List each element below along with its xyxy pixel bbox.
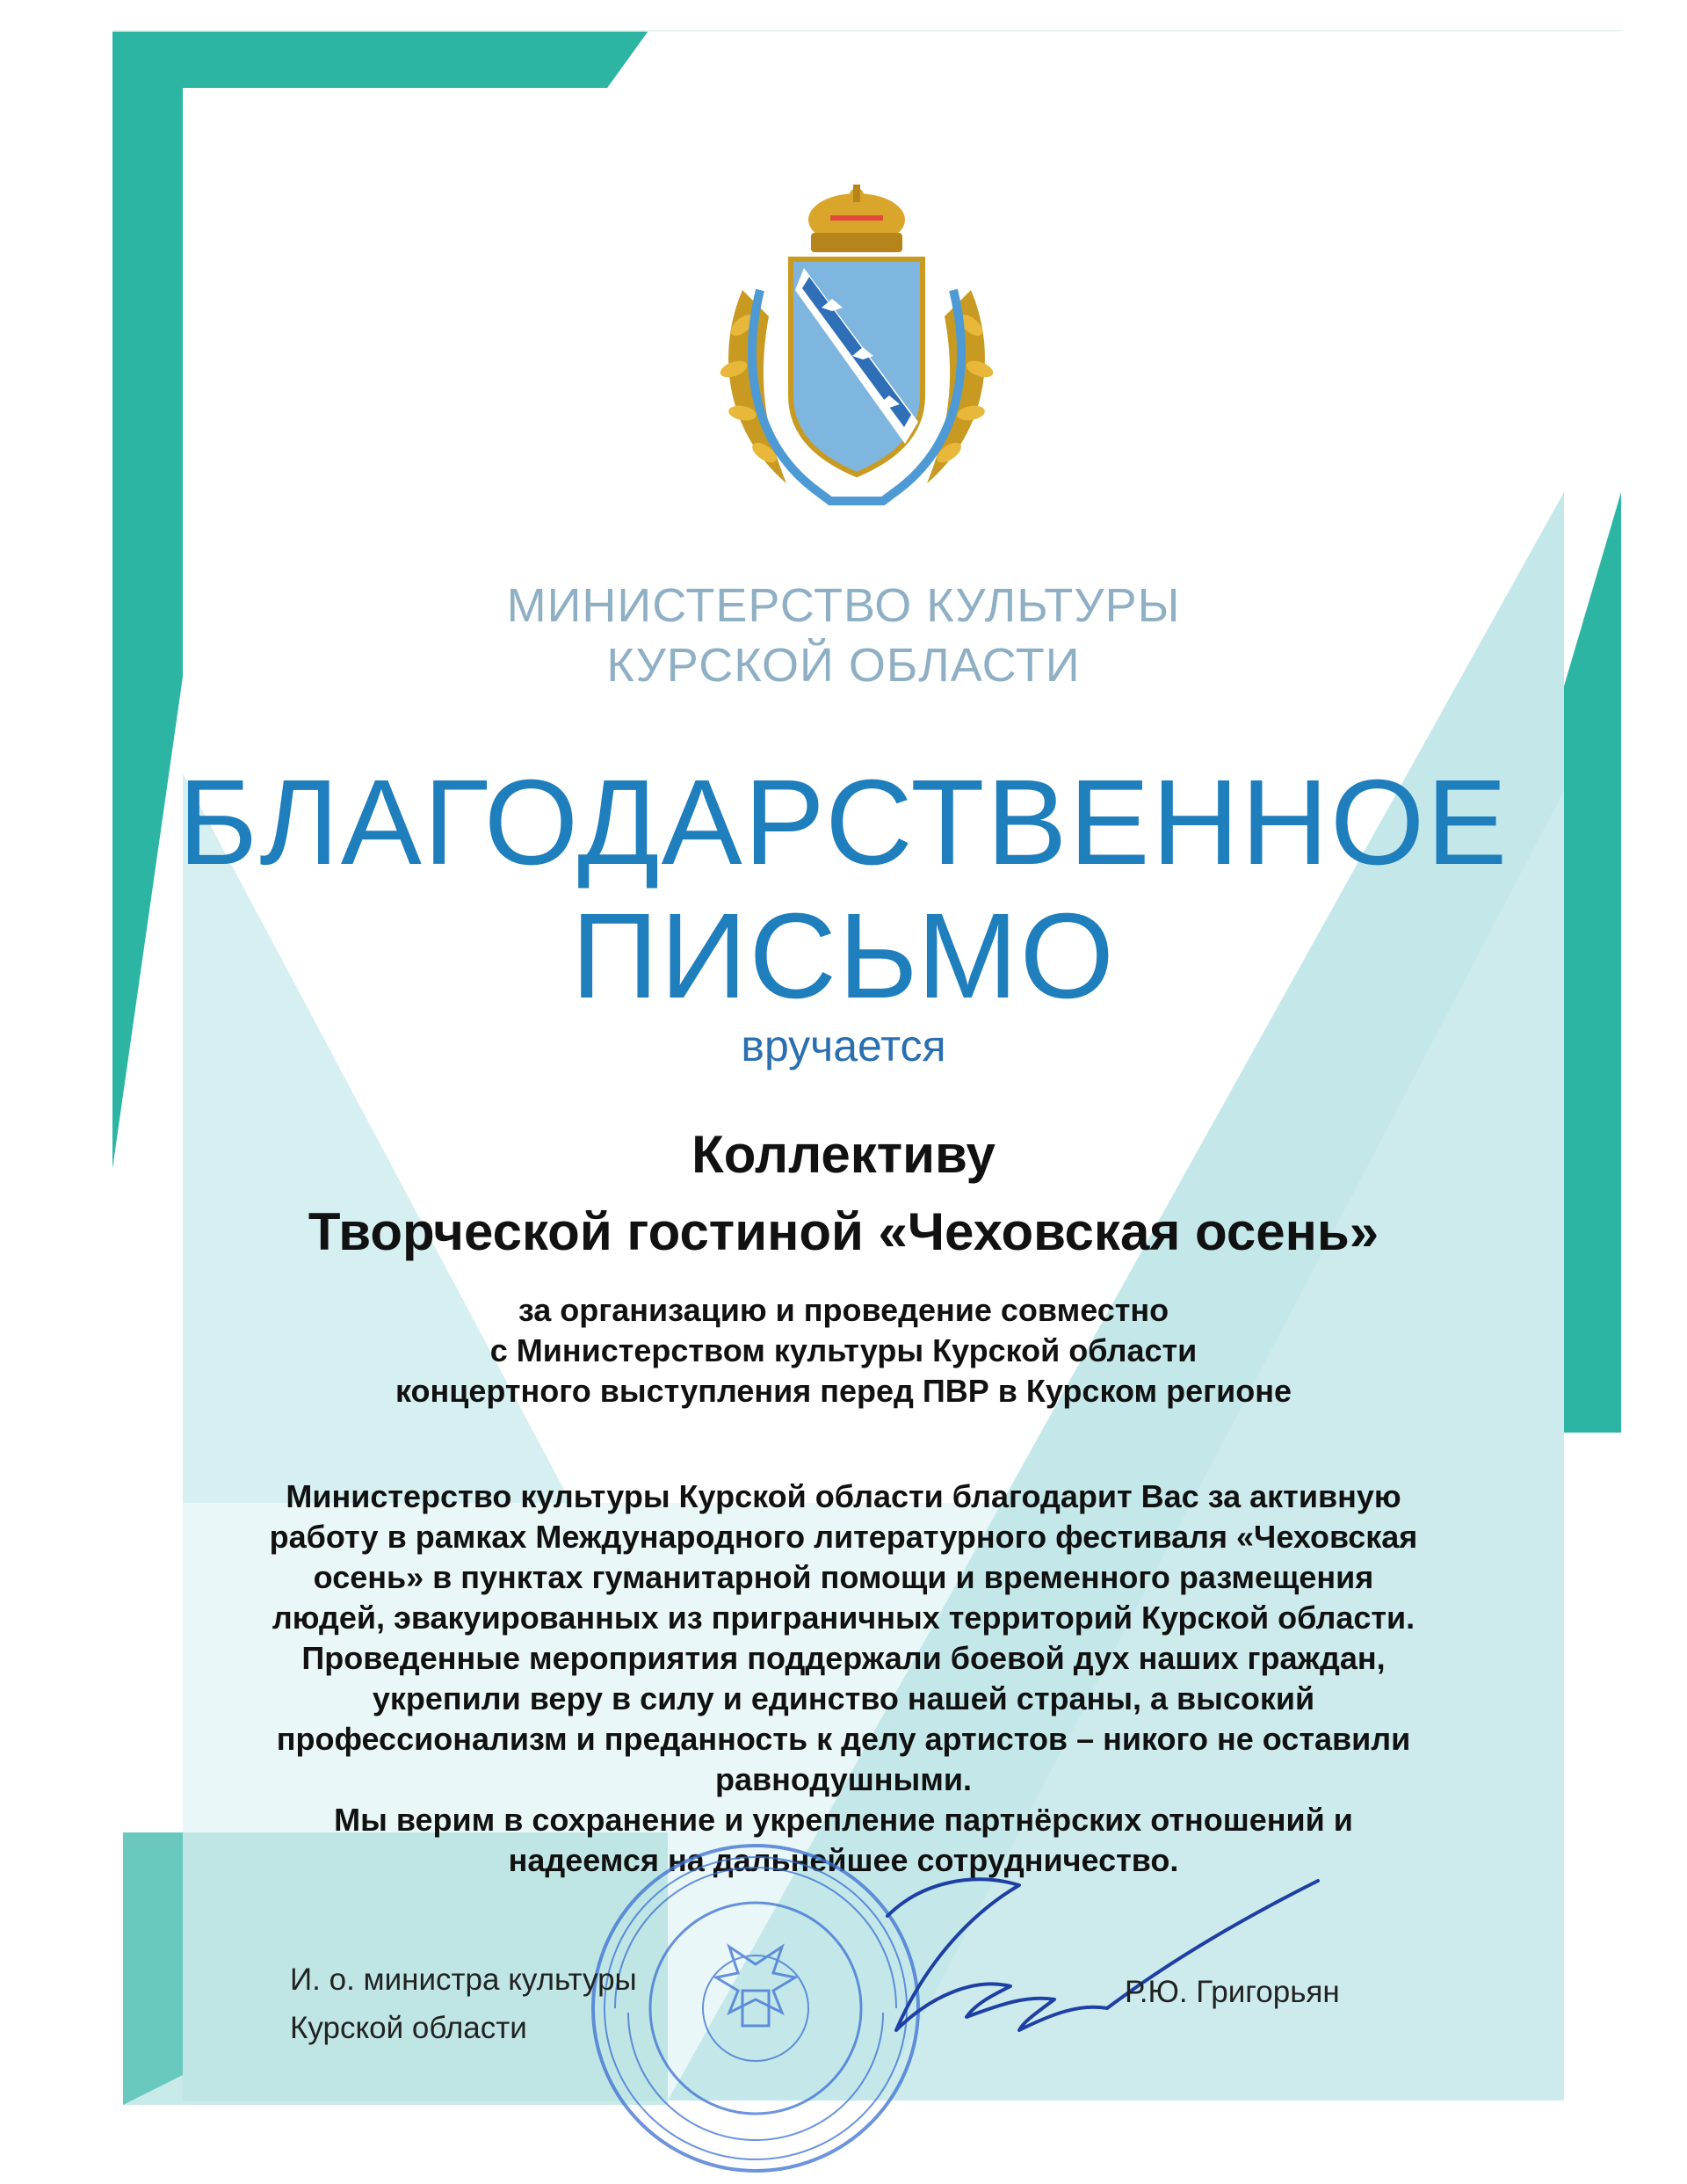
reason-line-3: концертного выступления перед ПВР в Курском регионе [395,1373,1292,1409]
signatory-role-line-1: И. о. министра культуры [290,1963,637,1997]
ministry-line-1: МИНИСТЕРСТВО КУЛЬТУРЫ [506,579,1181,632]
recipient-line-2: Творческой гостиной «Чеховская осень» [308,1202,1379,1261]
document-title [0,756,1687,1023]
body-text [211,1477,1476,1881]
recipient-line-1: Коллективу [691,1125,996,1184]
body-line: Мы верим в сохранение и укрепление партнёрских отношений и [334,1802,1353,1838]
ministry-name [0,576,1687,695]
title-line-2: ПИСЬМО [571,889,1116,1024]
body-line: Проведенные мероприятия поддержали боевой дух наших граждан, [301,1640,1386,1676]
body-line: людей, эвакуированных из приграничных территорий Курской области. [272,1600,1415,1636]
ministry-line-2: КУРСКОЙ ОБЛАСТИ [606,639,1081,692]
presented-label: вручается [741,1021,946,1070]
signatory-role [290,1955,637,2052]
handwritten-signature-icon [791,1863,1353,2039]
body-line: равнодушными. [715,1761,972,1797]
body-line: надеемся на дальнейшее сотрудничество. [508,1842,1179,1878]
reason-block [0,1290,1687,1411]
signatory-role-line-2: Курской области [290,2011,527,2045]
reason-line-1: за организацию и проведение совместно [518,1292,1169,1328]
body-line: работу в рамках Международного литературного фестиваля «Чеховская [269,1519,1418,1555]
body-line: осень» в пунктах гуманитарной помощи и временного размещения [313,1559,1374,1595]
signatory-name: Р.Ю. Григорьян [1125,1975,1340,2009]
body-line: укрепили веру в силу и единство нашей страны, а высокий [372,1680,1315,1716]
reason-line-2: с Министерством культуры Курской области [489,1332,1198,1368]
body-line: Министерство культуры Курской области благодарит Вас за активную [286,1478,1401,1514]
recipient-block [0,1116,1687,1271]
title-line-1: БЛАГОДАРСТВЕННОЕ [177,755,1510,890]
kursk-coat-of-arms-icon [707,185,1006,519]
body-line: профессионализм и преданность к делу артистов – никого не оставили [276,1721,1411,1757]
